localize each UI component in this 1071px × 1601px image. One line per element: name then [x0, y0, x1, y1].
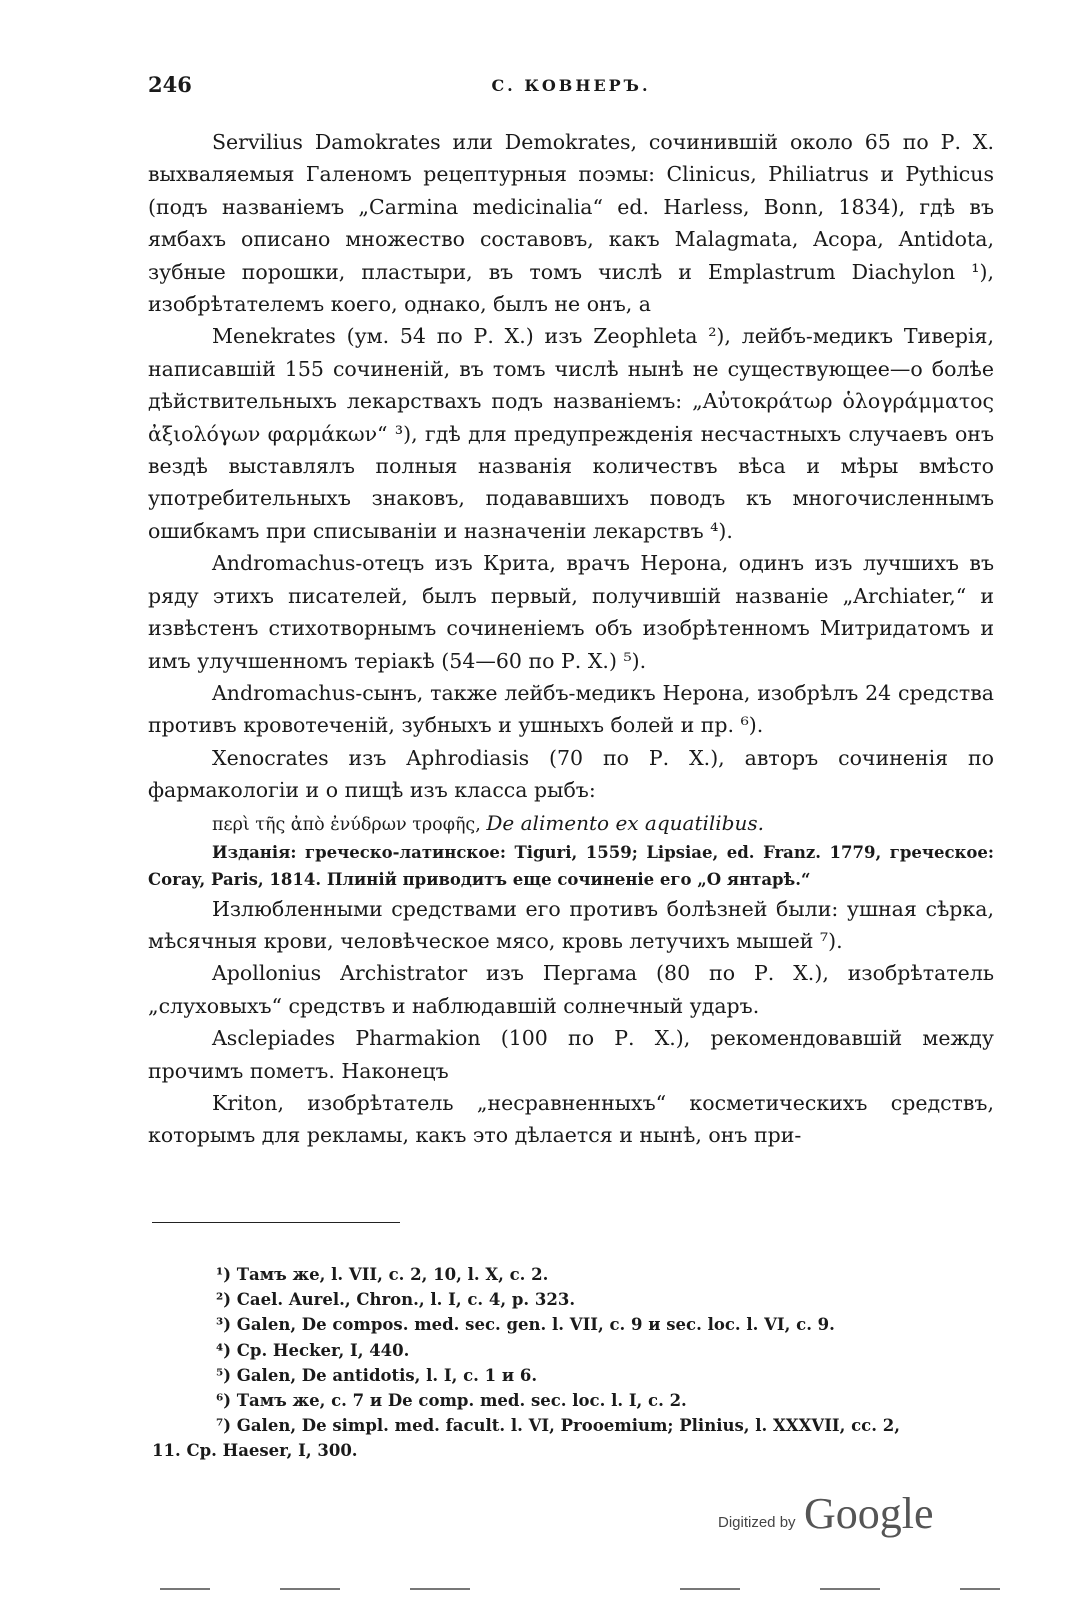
page-number: 246 [148, 72, 192, 97]
xenocrates-title [148, 809, 994, 839]
digitized-by-google-watermark [718, 1488, 938, 1548]
scan-mark [410, 1588, 470, 1590]
footnote-4: ⁴) Cp. Hecker, I, 440. [216, 1340, 410, 1360]
footnote-2: ²) Cael. Aurel., Chron., l. I, c. 4, p. 323. [216, 1290, 576, 1310]
footnote-5: ⁵) Galen, De antidotis, l. I, c. 1 и 6. [216, 1365, 538, 1385]
paragraph-andromachus-son: Andromachus-сынъ, также лейбъ-медикъ Нерона, изобрѣлъ 24 средства противъ кровотеченій, зубныхъ и ушныхъ болей и пр. ⁶). [148, 680, 994, 738]
footnote-3: ³) Galen, De compos. med. sec. gen. l. VII, c. 9 и sec. loc. l. VI, c. 9. [216, 1315, 835, 1335]
body-text [148, 126, 994, 1152]
paragraph-remedies: Излюбленными средствами его противъ болѣзней были: ушная сѣрка, мѣсячныя крови, человѣческое мясо, кровь летучихъ мышей ⁷). [148, 896, 994, 953]
footnote-1: ¹) Тамъ же, l. VII, c. 2, 10, l. X, c. 2. [216, 1265, 549, 1284]
page-header [148, 72, 994, 108]
scan-mark [160, 1588, 210, 1590]
scan-mark [820, 1588, 880, 1590]
footnote-7: ⁷) Galen, De simpl. med. facult. l. VI, Prooemium; Plinius, l. XXXVII, cc. 2, [216, 1416, 900, 1436]
editions-note: Изданія: греческо-латинское: Tiguri, 1559; Lipsiae, ed. Franz. 1779, греческое: Coray, Paris, 1814. Плиній приводитъ еще сочиненіе его „О янтарѣ.“ [148, 842, 994, 889]
scan-mark [280, 1588, 340, 1590]
scan-edge-marks [160, 1588, 1020, 1592]
scan-mark [680, 1588, 740, 1590]
footnote-divider [152, 1222, 400, 1223]
footnote-7-continuation: 11. Cp. Haeser, I, 300. [152, 1441, 358, 1461]
paragraph-xenocrates: Xenocrates изъ Aphrodiasis (70 по Р. X.), авторъ сочиненія по фармакологіи и о пищѣ изъ класса рыбъ: [148, 745, 994, 803]
paragraph-apollonius: Apollonius Archistrator изъ Пергама (80 по Р. X.), изобрѣтатель „слуховыхъ“ средствъ и наблюдавшій солнечный ударъ. [148, 961, 994, 1018]
paragraph-kriton: Kriton, изобрѣтатель „несравненныхъ“ косметическихъ средствъ, которымъ для рекламы, какъ это дѣлается и нынѣ, онъ при- [148, 1090, 994, 1148]
scan-mark [960, 1588, 1000, 1590]
latin-title: De alimento ex aquatilibus. [486, 810, 764, 835]
footnote-6: ⁶) Тамъ же, c. 7 и De comp. med. sec. loc. l. I, c. 2. [216, 1391, 687, 1411]
footnotes [152, 1262, 998, 1464]
paragraph-menekrates: Menekrates (ум. 54 по Р. X.) изъ Zeophleta ²), лейбъ-медикъ Тиверія, написавшій 155 сочиненій, въ томъ числѣ нынѣ не существующее—о болѣе дѣйствительныхъ лекарствахъ подъ названіемъ: „Αὐτοκράτωρ ὁλογράμματος ἀξιολόγων φαρμάκων“ ³), гдѣ для предупрежденія несчастныхъ случаевъ онъ вездѣ выставлялъ полныя названія количествъ вѣса и мѣры вмѣсто употребительныхъ знаковъ, подававшихъ поводъ къ многочисленнымъ ошибкамъ при списываніи и назначеніи лекарствъ ⁴). [148, 324, 994, 543]
paragraph-asclepiades: Asclepiades Pharmakion (100 по Р. X.), рекомендовавшій между прочимъ пометъ. Наконецъ [148, 1026, 994, 1083]
paragraph-andromachus-father: Andromachus-отецъ изъ Крита, врачъ Нерона, одинъ изъ лучшихъ въ ряду этихъ писателей, былъ первый, получившій названіе „Archiater,“ и извѣстенъ стихотворнымъ сочиненіемъ объ изобрѣтенномъ Митридатомъ и имъ улучшенномъ теріакѣ (54—60 по Р. X.) ⁵). [148, 551, 994, 673]
paragraph-servilius: Servilius Damokrates или Demokrates, сочинившій около 65 по Р. X. выхваляемыя Галеномъ рецептурныя поэмы: Clinicus, Philiatrus и Pythicus (подъ названіемъ „Carmina medicinalia“ ed. Harless, Bonn, 1834), гдѣ въ ямбахъ описано множество составовъ, какъ Malagmata, Acopa, Antidota, зубные порошки, пластыри, въ томъ числѣ и Emplastrum Diachylon ¹), изобрѣтателемъ коего, однако, былъ не онъ, а [148, 130, 994, 317]
running-head: С. КОВНЕРЪ. [491, 76, 651, 95]
google-logo: Google [804, 1489, 934, 1538]
digitized-by-text: Digitized by [718, 1514, 796, 1531]
greek-title: περὶ τῆς ἀπὸ ἐνύδρων τροφῆς, [212, 814, 481, 835]
